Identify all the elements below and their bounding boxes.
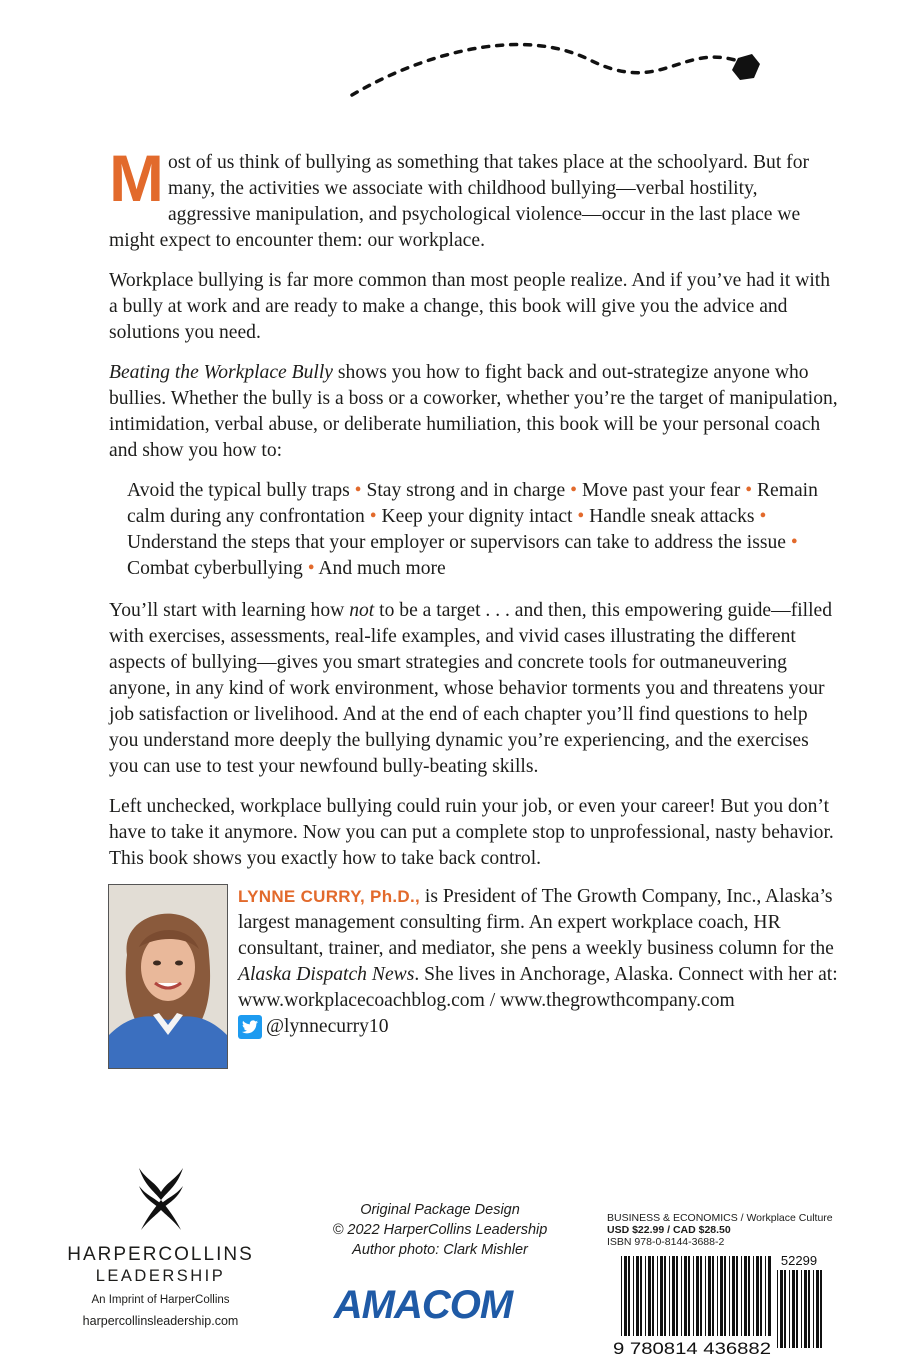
- barcode-bar: [684, 1256, 687, 1336]
- amacom-logo: AMACOM: [333, 1283, 513, 1327]
- paragraph-4: You’ll start with learning how not to be a target . . . and then, this empowering guide—filled with exercises, assessments, real-life examples, and vivid cases illustrating the different aspects of bullying—gives you smart strategies and concrete tools for outmaneuvering anyone, in any kind of work environment, whose behavior torments you and threatens your job satisfaction or livelihood. And at the end of each chapter you’ll find questions to help you understand more deeply the bullying dynamic you’re experiencing, and the exercises you can use to test your newfound bully-beating skills.: [109, 600, 833, 777]
- bullet-item: Remain calm during any confrontation: [127, 480, 818, 527]
- twitter-icon: [238, 1015, 262, 1039]
- barcode-addon-digits: 52299: [780, 1253, 818, 1268]
- barcode-bar: [693, 1256, 694, 1336]
- author-photo: [108, 884, 228, 1069]
- barcode-bar: [780, 1270, 783, 1348]
- barcode-bar: [633, 1256, 634, 1336]
- barcode-bar: [640, 1256, 642, 1336]
- bullet-item: Combat cyberbullying: [127, 558, 303, 579]
- barcode-main-bars: [621, 1256, 771, 1336]
- bullet-item: And much more: [318, 558, 446, 579]
- barcode-bar: [816, 1270, 819, 1348]
- barcode-bar: [720, 1256, 723, 1336]
- dashed-path-decoration: [0, 0, 907, 140]
- barcode-bar: [648, 1256, 651, 1336]
- bullet-dot-icon: •: [570, 480, 578, 501]
- price-label: USD $22.99 / CAD $28.50: [607, 1224, 731, 1236]
- barcode-bar: [789, 1270, 790, 1348]
- barcode-addon-bars: [777, 1270, 822, 1348]
- barcode-bar: [708, 1256, 711, 1336]
- barcode-bar: [813, 1270, 814, 1348]
- barcode-bar: [820, 1270, 822, 1348]
- barcode-bar: [636, 1256, 639, 1336]
- bullet-dot-icon: •: [307, 558, 315, 579]
- barcode-bar: [804, 1270, 807, 1348]
- barcode-bar: [705, 1256, 706, 1336]
- publication-name: Alaska Dispatch News: [238, 964, 415, 985]
- isbn-label: ISBN 978-0-8144-3688-2: [607, 1236, 725, 1248]
- barcode-bar: [681, 1256, 682, 1336]
- paragraph-5: Left unchecked, workplace bullying could ruin your job, or even your career! But you don’t have to take it anymore. Now you can put a complete stop to unprofessional, nasty behavior. This book shows you exactly how to take back control.: [109, 796, 834, 869]
- bullet-item: Understand the steps that your employer or supervisors can take to address the issue: [127, 532, 786, 553]
- barcode-bar: [657, 1256, 658, 1336]
- barcode-bar: [792, 1270, 795, 1348]
- barcode-bar: [724, 1256, 726, 1336]
- barcode-bar: [621, 1256, 622, 1336]
- bullet-item: Stay strong and in charge: [366, 480, 566, 501]
- bullet-item: Avoid the typical bully traps: [127, 480, 350, 501]
- barcode-bar: [765, 1256, 766, 1336]
- publisher-name: HARPERCOLLINS: [67, 1244, 254, 1265]
- barcode-bar: [729, 1256, 730, 1336]
- design-credits: Original Package Design © 2022 HarperCollins Leadership Author photo: Clark Mishler: [332, 1202, 548, 1258]
- barcode-ean-digits: 9 780814 436882: [613, 1339, 771, 1356]
- barcode-bar: [645, 1256, 646, 1336]
- hexagon-icon: [732, 54, 760, 80]
- book-title: Beating the Workplace Bully: [109, 362, 333, 383]
- bullet-dot-icon: •: [745, 480, 753, 501]
- barcode-bar: [700, 1256, 702, 1336]
- twitter-handle-row: [238, 1014, 838, 1040]
- bullet-dot-icon: •: [577, 506, 585, 527]
- paragraph-2: Workplace bullying is far more common than most people realize. And if you’ve had it with a bully at work and are ready to make a change, this book will give you the advice and solutions you need.: [109, 270, 831, 343]
- barcode-bar: [732, 1256, 735, 1336]
- bullet-dot-icon: •: [790, 532, 798, 553]
- bullet-list: [127, 478, 839, 582]
- barcode-bar: [753, 1256, 754, 1336]
- harpercollins-fire-water-logo-icon: [131, 1160, 191, 1232]
- barcode-bar: [696, 1256, 699, 1336]
- drop-cap: M: [109, 141, 164, 215]
- barcode-bar: [801, 1270, 802, 1348]
- barcode-bar: [784, 1270, 786, 1348]
- author-name: LYNNE CURRY, Ph.D.,: [238, 887, 421, 906]
- barcode-bar: [796, 1270, 798, 1348]
- barcode-bar: [748, 1256, 750, 1336]
- publisher-name-sub: LEADERSHIP: [95, 1267, 226, 1285]
- paragraph-1: Most of us think of bullying as something that takes place at the schoolyard. But for many, the activities we associate with childhood bullying—verbal hostility, aggressive manipulation, and psychological violence—occur in the last place we might expect to encounter them: our workplace.: [109, 141, 810, 251]
- barcode-bar: [688, 1256, 690, 1336]
- barcode-bar: [717, 1256, 718, 1336]
- twitter-handle[interactable]: @lynnecurry10: [266, 1016, 389, 1037]
- isbn-barcode: [605, 1252, 839, 1356]
- barcode-bar: [744, 1256, 747, 1336]
- barcode-bar: [660, 1256, 663, 1336]
- publisher-block: [58, 1160, 263, 1328]
- bullet-item: Handle sneak attacks: [589, 506, 755, 527]
- barcode-bar: [808, 1270, 810, 1348]
- author-websites[interactable]: www.workplacecoachblog.com / www.thegrowthcompany.com: [238, 990, 735, 1011]
- author-bio: LYNNE CURRY, Ph.D., is President of The Growth Company, Inc., Alaska’s largest management consulting firm. An expert workplace coach, HR consultant, trainer, and mediator, she pens a weekly business column for the Alaska Dispatch News. She lives in Anchorage, Alaska. Connect with her at: www.workplacecoachblog.com / www.thegrowthcompany.com @lynnecurry10: [238, 884, 838, 1040]
- barcode-bar: [777, 1270, 778, 1348]
- bullet-dot-icon: •: [759, 506, 767, 527]
- bullet-item: Keep your dignity intact: [381, 506, 573, 527]
- description-body: [109, 141, 839, 886]
- barcode-bar: [736, 1256, 738, 1336]
- barcode-bar: [760, 1256, 762, 1336]
- bullet-item: Move past your fear: [581, 480, 741, 501]
- barcode-bar: [741, 1256, 742, 1336]
- barcode-bar: [628, 1256, 630, 1336]
- barcode-bar: [768, 1256, 771, 1336]
- publisher-imprint: An Imprint of HarperCollins: [91, 1294, 230, 1306]
- publisher-url[interactable]: harpercollinsleadership.com: [82, 1314, 239, 1328]
- price-box: [607, 1212, 839, 1248]
- bullet-dot-icon: •: [369, 506, 377, 527]
- barcode-bar: [652, 1256, 654, 1336]
- paragraph-3: Beating the Workplace Bully shows you how to fight back and out-strategize anyone who bullies. Whether the bully is a boss or a coworker, whether you’re the target of manipulation, intimidation, verbal abuse, or deliberate humiliation, this book will be your personal coach and show you how to:: [109, 362, 838, 461]
- barcode-bar: [756, 1256, 759, 1336]
- barcode-bar: [712, 1256, 714, 1336]
- bisac-category: BUSINESS & ECONOMICS / Workplace Culture: [607, 1212, 833, 1224]
- barcode-bar: [672, 1256, 675, 1336]
- barcode-bar: [669, 1256, 670, 1336]
- barcode-bar: [676, 1256, 678, 1336]
- barcode-bar: [664, 1256, 666, 1336]
- barcode-bar: [624, 1256, 627, 1336]
- bullet-dot-icon: •: [354, 480, 362, 501]
